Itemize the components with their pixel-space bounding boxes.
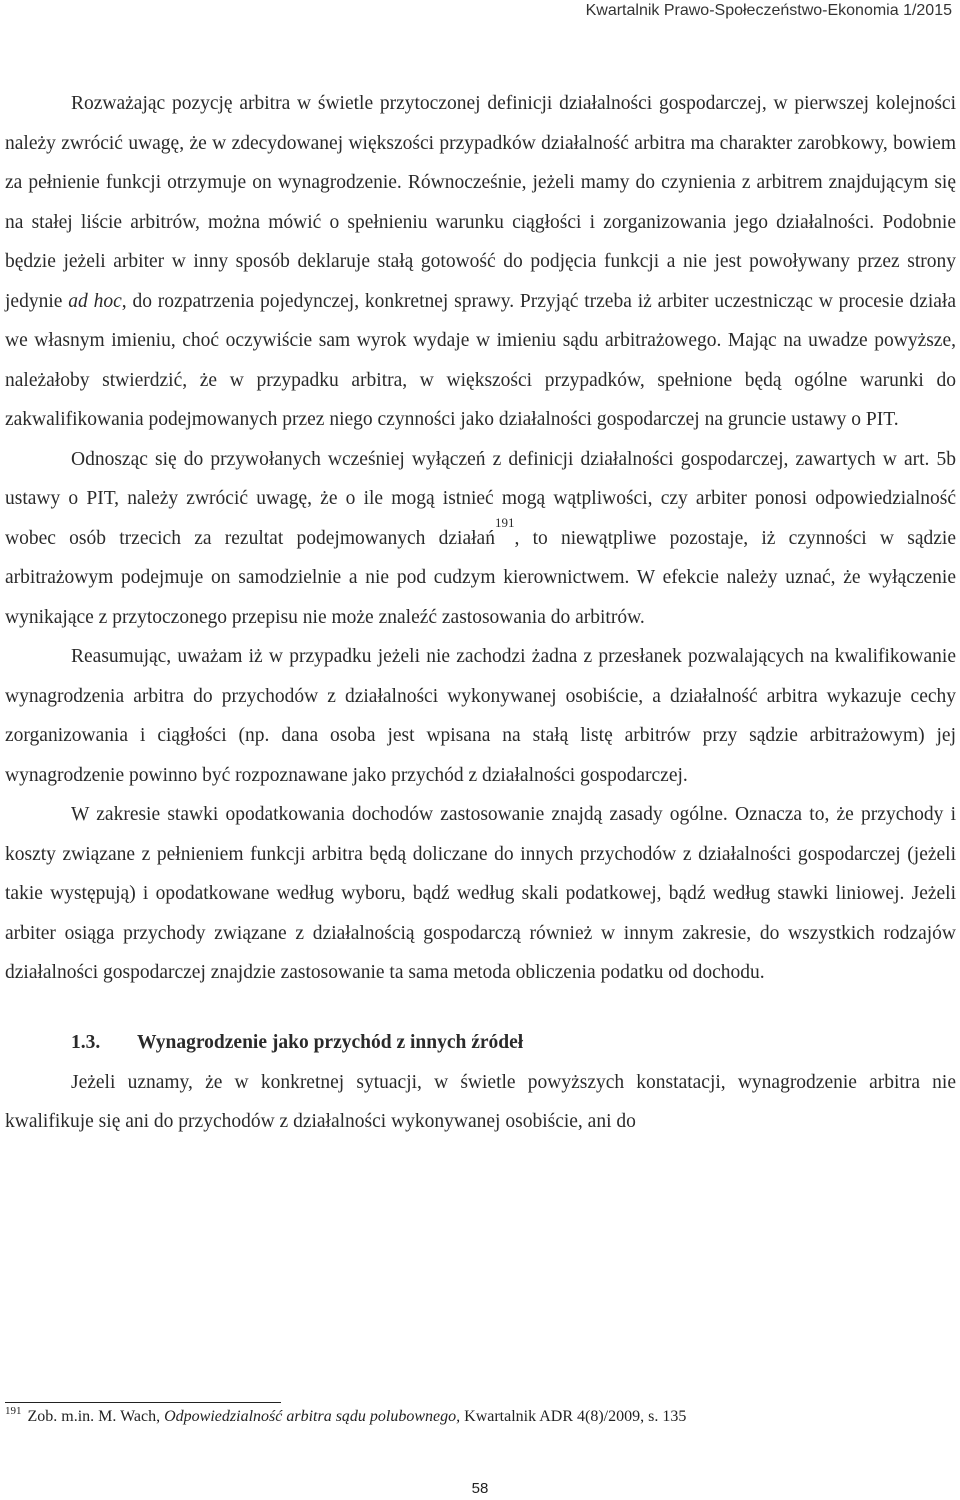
paragraph-4: W zakresie stawki opodatkowania dochodów zastosowanie znajdą zasady ogólne. Oznacza to, że przychody i koszty związane z pełnieniem funkcji arbitra będą doliczane do innych przychodów z działalności gospodarczej (jeżeli takie występują) i opodatkowane według wyboru, bądź według skali podatkowej, bądź według stawki liniowej. Jeżeli arbiter osiąga przychody związane z działalnością gospodarczą również w innym zakresie, do wszystkich rodzajów działalności gospodarczej znajdzie zastosowanie ta sama metoda obliczenia podatku od dochodu. <box>5 804 956 983</box>
main-text <box>5 84 956 1142</box>
italic-term: ad hoc <box>68 290 122 312</box>
section-number: 1.3. <box>71 1031 101 1053</box>
page-number: 58 <box>471 1480 489 1497</box>
paragraph-2: Odnosząc się do przywołanych wcześniej wyłączeń z definicji działalności gospodarczej, zawartych w art. 5b ustawy o PIT, należy zwrócić uwagę, że o ile mogą istnieć mogą wątpliwości, czy arbiter ponosi odpowiedzialność wobec osób trzecich za rezultat podejmowanych działań$^{191}$, to niewątpliwe pozostaje, iż czynności w sądzie arbitrażowym podejmuje on samodzielnie a nie pod cudzym kierownictwem. W efekcie należy uznać, że wyłączenie wynikające z przytoczonego przepisu nie może znaleźć zastosowania do arbitrów. <box>5 448 956 628</box>
footnote-separator <box>5 1402 281 1403</box>
section-heading <box>5 1023 956 1063</box>
paragraph-5: Jeżeli uznamy, że w konkretnej sytuacji, w świetle powyższych konstatacji, wynagrodzenie arbitra nie kwalifikuje się ani do przychodów z działalności wykonywanej osobiście, ani do <box>5 1071 956 1132</box>
cited-title: Odpowiedzialność arbitra sądu polubownego, <box>164 1408 461 1425</box>
footnote-reference[interactable]: 191 <box>494 515 515 530</box>
paragraph-3: Reasumując, uważam iż w przypadku jeżeli nie zachodzi żadna z przesłanek pozwalających na kwalifikowanie wynagrodzenia arbitra do przychodów z działalności wykonywanej osobiście, a działalność arbitra wykazuje cechy zorganizowania i ciągłości (np. dana osoba jest wpisana na stałą listę arbitrów przy sądzie arbitrażowym) jej wynagrodzenie powinno być rozpoznawane jako przychód z działalności gospodarczej. <box>5 646 956 786</box>
running-header: Kwartalnik Prawo-Społeczeństwo-Ekonomia 1/2015 <box>585 2 952 19</box>
section-title: Wynagrodzenie jako przychód z innych źródeł <box>137 1031 524 1053</box>
paragraph-1: Rozważając pozycję arbitra w świetle przytoczonej definicji działalności gospodarczej, w pierwszej kolejności należy zwrócić uwagę, że w zdecydowanej większości przypadków działalność arbitra ma charakter zarobkowy, bowiem za pełnienie funkcji otrzymuje on wynagrodzenie. Równocześnie, jeżeli mamy do czynienia z arbitrem znajdującym się na stałej liście arbitrów, można mówić o spełnieniu warunku ciągłości i zorganizowania jego działalności. Podobnie będzie jeżeli arbiter w inny sposób deklaruje stałą gotowość do podjęcia funkcji a nie jest powoływany przez strony jedynie ad hoc, do rozpatrzenia pojedynczej, konkretnej sprawy. Przyjąć trzeba iż arbiter uczestnicząc w procesie działa we własnym imieniu, choć oczywiście sam wyrok wydaje w imieniu sądu arbitrażowego. Mając na uwadze powyższe, należałoby stwierdzić, że w przypadku arbitra, w większości przypadków, spełnione będą ogólne warunki do zakwalifikowania podejmowanych przez niego czynności jako działalności gospodarczej na gruncie ustawy o PIT. <box>5 93 956 430</box>
footnote-191: $^{191}$ Zob. m.in. M. Wach, Odpowiedzialność arbitra sądu polubownego, Kwartalnik ADR 4(8)/2009, s. 135 <box>5 1405 687 1425</box>
footnote-number: 191 <box>5 1405 22 1417</box>
